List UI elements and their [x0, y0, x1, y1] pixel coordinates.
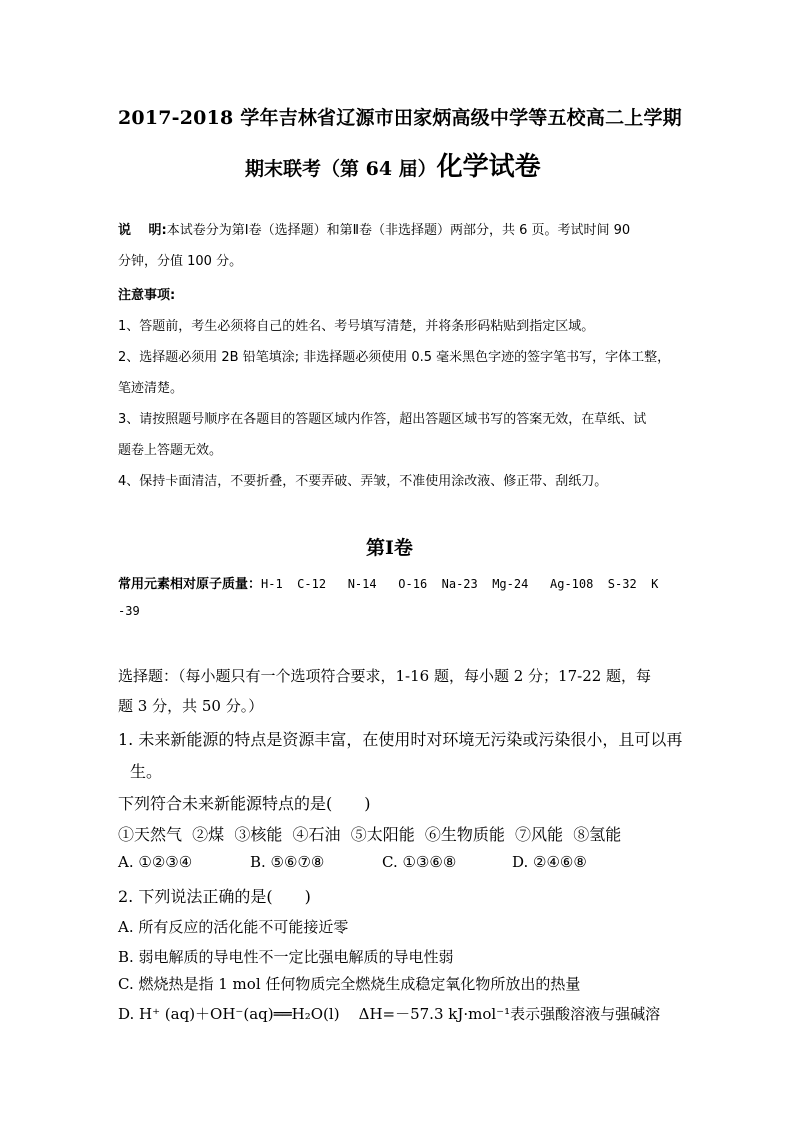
question-2-option-b: B. 弱电解质的导电性不一定比强电解质的导电性弱	[118, 948, 454, 966]
attention-item-2-cont: 笔迹清楚。	[118, 381, 184, 396]
question-2-option-c: C. 燃烧热是指 1 mol 任何物质完全燃烧生成稳定氧化物所放出的热量	[118, 975, 581, 993]
question-1-line1: 1. 未来新能源的特点是资源丰富，在使用时对环境无污染或污染很小，且可以再	[118, 730, 683, 749]
section-heading: 第Ⅰ卷	[366, 537, 413, 559]
atomic-mass-values: H-1 C-12 N-14 O-16 Na-23 Mg-24 Ag-108 S-32 K	[261, 577, 659, 591]
exam-title-line2-part1: 期末联考（第 64 届）	[245, 158, 437, 180]
attention-item-2: 2、选择题必须用 2B 铅笔填涂; 非选择题必须使用 0.5 毫米黑色字迹的签字笔书写，字体工整，	[118, 350, 671, 365]
attention-item-3-cont: 题卷上答题无效。	[118, 443, 223, 458]
question-2-option-d: D. H⁺ (aq)＋OH⁻(aq)══H₂O(l) ΔH=－57.3 kJ·mol⁻¹表示强酸溶液与强碱溶	[118, 1005, 661, 1023]
choice-heading-line1: 选择题：（每小题只有一个选项符合要求，1-16 题，每小题 2 分；17-22 题，每	[118, 667, 652, 685]
question-2-option-a: A. 所有反应的活化能不可能接近零	[118, 918, 349, 936]
question-1-items: ①天然气 ②煤 ③核能 ④石油 ⑤太阳能 ⑥生物质能 ⑦风能 ⑧氢能	[118, 825, 622, 844]
attention-item-4: 4、保持卡面清洁，不要折叠，不要弄破、弄皱，不准使用涂改液、修正带、刮纸刀。	[118, 474, 608, 489]
question-2-stem: 2. 下列说法正确的是( )	[118, 887, 311, 906]
question-1-options	[118, 853, 587, 871]
question-1-option-d: D. ②④⑥⑧	[512, 853, 587, 871]
choice-heading-line2: 题 3 分，共 50 分。）	[118, 697, 264, 715]
question-1-stem: 下列符合未来新能源特点的是( )	[118, 794, 371, 813]
instructions-line1	[118, 219, 630, 238]
attention-item-3: 3、请按照题号顺序在各题目的答题区域内作答，超出答题区域书写的答案无效，在草纸、试	[118, 412, 647, 427]
atomic-mass-line	[118, 573, 658, 592]
attention-item-1: 1、答题前，考生必须将自己的姓名、考号填写清楚，并将条形码粘贴到指定区域。	[118, 319, 595, 334]
instructions-label: 说 明:	[118, 223, 167, 238]
question-1-option-a: A. ①②③④	[118, 853, 193, 871]
question-1-option-c: C. ①③⑥⑧	[382, 853, 457, 871]
attention-heading: 注意事项:	[118, 288, 176, 303]
exam-title-line1: 2017-2018 学年吉林省辽源市田家炳高级中学等五校高二上学期	[118, 107, 682, 129]
exam-title-subject: 化学试卷	[436, 152, 541, 182]
question-1-option-b: B. ⑤⑥⑦⑧	[250, 853, 325, 871]
question-1-line2: 生。	[130, 762, 163, 781]
instructions-text1: 本试卷分为第Ⅰ卷（选择题）和第Ⅱ卷（非选择题）两部分，共 6 页。考试时间 90	[166, 223, 631, 238]
instructions-line2: 分钟，分值 100 分。	[118, 254, 243, 269]
atomic-mass-cont: -39	[118, 604, 140, 618]
atomic-mass-label: 常用元素相对原子质量：	[118, 577, 262, 592]
exam-title-line2	[245, 146, 541, 183]
